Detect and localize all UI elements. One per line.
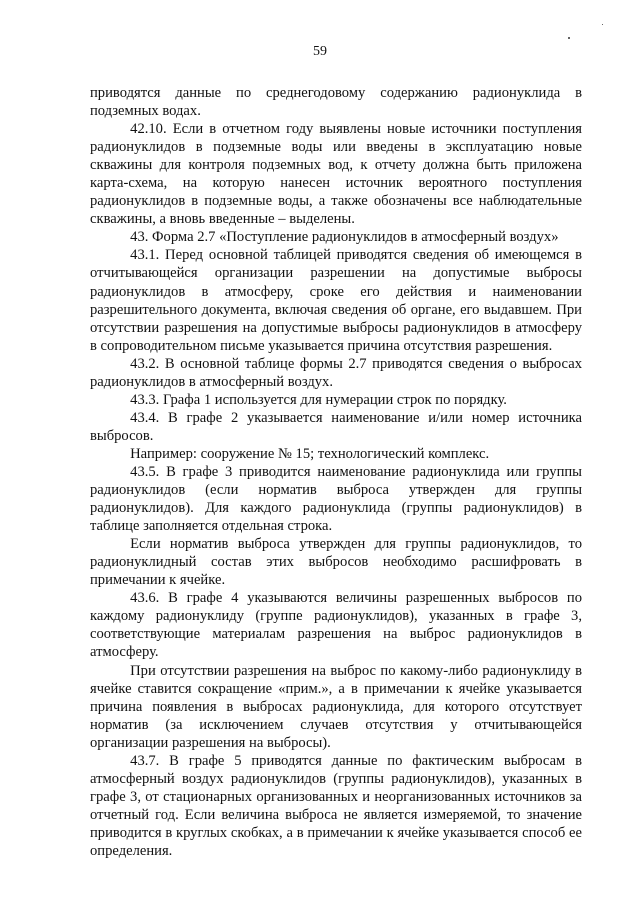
paragraph-continuation: приводятся данные по среднегодовому содержанию радионуклида в подземных водах. [90, 85, 582, 120]
paragraph-43-6: 43.6. В графе 4 указываются величины разрешенных выбросов по каждому радионуклиду (группе радионуклидов), указанных в графе 3, соответствующие материалам разрешения на выброс радионуклидов в атмосферу. [90, 590, 582, 661]
body-text [90, 84, 582, 860]
scan-speck [568, 37, 570, 39]
paragraph-no-permit: При отсутствии разрешения на выброс по какому-либо радионуклиду в ячейке ставится сокращение «прим.», а в примечании к ячейке указывается причина появления в выбросах радионуклида, для которого отсутствует норматив (за исключением случаев отсутствия у отчитывающейся организации разрешения на выбросы). [90, 662, 582, 751]
section-heading-43: 43. Форма 2.7 «Поступление радионуклидов в атмосферный воздух» [130, 229, 559, 246]
scan-speck [602, 24, 603, 25]
paragraph-43-2: 43.2. В основной таблице формы 2.7 приводятся сведения о выбросах радионуклидов в атмосферный воздух. [90, 355, 582, 390]
paragraph-42-10: 42.10. Если в отчетном году выявлены новые источники поступления радионуклидов в подземные воды или введены в эксплуатацию новые скважины для контроля подземных вод, к отчету должна быть приложена карта-схема, на которую нанесен источник вероятного поступления радионуклидов в подземные воды, а также обозначены все наблюдательные скважины, а вновь введенные – выделены. [90, 121, 582, 228]
paragraph-example: Например: сооружение № 15; технологический комплекс. [130, 445, 490, 462]
paragraph-43-1: 43.1. Перед основной таблицей приводятся сведения об имеющемся в отчитывающейся организации разрешении на допустимые выбросы радионуклидов в атмосферу, сроке его действия и наименовании разрешительного документа, включая сведения об органе, его выдавшем. При отсутствии разрешения на допустимые выбросы радионуклидов в атмосферу в сопроводительном письме указывается причина отсутствия разрешения. [90, 247, 582, 354]
page-number: 59 [313, 44, 327, 59]
paragraph-43-7: 43.7. В графе 5 приводятся данные по фактическим выбросам в атмосферный воздух радионуклидов (группы радионуклидов), указанных в графе 3, от стационарных организованных и неорганизованных источников за отчетный год. Если величина выброса не является измеряемой, то значение приводится в круглых скобках, а в примечании к ячейке указывается способ ее определения. [90, 752, 582, 859]
paragraph-group-note: Если норматив выброса утвержден для группы радионуклидов, то радионуклидный состав этих выбросов необходимо расшифровать в примечании к ячейке. [90, 536, 582, 589]
paragraph-43-5: 43.5. В графе 3 приводится наименование радионуклида или группы радионуклидов (если норматив выброса утвержден для группы радионуклидов). Для каждого радионуклида (группы радионуклидов) в таблице заполняется отдельная строка. [90, 463, 582, 535]
paragraph-43-3: 43.3. Графа 1 используется для нумерации строк по порядку. [130, 391, 507, 408]
paragraph-43-4: 43.4. В графе 2 указывается наименование и/или номер источника выбросов. [90, 409, 582, 444]
